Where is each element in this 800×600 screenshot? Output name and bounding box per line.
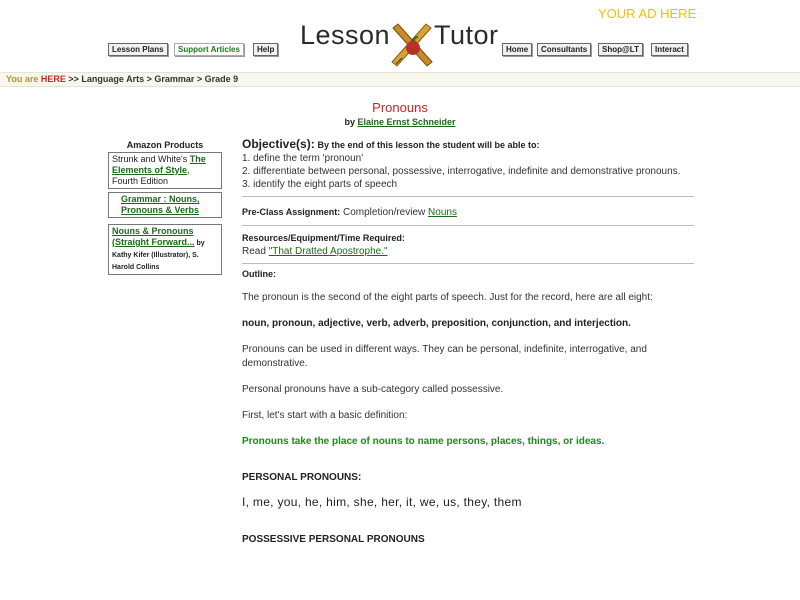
outline-paragraph: The pronoun is the second of the eight parts of speech. Just for the record, here are all eight: [242,292,653,303]
breadcrumb-here: HERE [40,74,66,84]
divider [242,196,694,197]
breadcrumb-you-are: You are [6,74,39,84]
objective-item: 1. define the term 'pronoun' [242,153,364,164]
divider [242,225,694,226]
pronoun-definition: Pronouns take the place of nouns to name persons, places, things, or ideas. [242,436,605,447]
byline-by: by [344,117,355,127]
objective-item: 3. identify the eight parts of speech [242,179,398,190]
product-1-link[interactable]: The Elements of Style [112,154,206,175]
nav-interact-button[interactable]: Interact [651,43,688,56]
preclass-label: Pre-Class Assignment: [242,207,341,217]
personal-pronouns-heading: PERSONAL PRONOUNS: [242,472,362,483]
nav-lesson-plans-button[interactable]: Lesson Plans [108,43,168,56]
amazon-product-2 [108,192,222,218]
preclass-text: Completion/review [342,207,426,218]
objectives-lead: By the end of this lesson the student will be able to: [317,140,540,150]
nouns-link[interactable]: Nouns [428,207,457,218]
author-link[interactable]: Elaine Ernst Schneider [357,117,456,127]
apostrophe-link[interactable]: "That Dratted Apostrophe." [268,246,388,257]
parts-of-speech: noun, pronoun, adjective, verb, adverb, preposition, conjunction, and interjection. [242,318,631,329]
objectives-heading: Objective(s): [242,137,315,151]
divider [242,263,694,264]
outline-label: Outline: [242,269,276,279]
pencil-ruler-apple-icon[interactable] [386,18,440,68]
ad-banner[interactable]: YOUR AD HERE [598,6,697,21]
amazon-product-1 [108,152,222,189]
resources-label: Resources/Equipment/Time Required: [242,233,405,243]
nav-home-button[interactable]: Home [502,43,532,56]
resources-read: Read [242,246,266,257]
nav-help-button[interactable]: Help [253,43,278,56]
logo-text-tutor[interactable]: Tutor [434,20,499,50]
nav-consultants-button[interactable]: Consultants [537,43,591,56]
product-3-link[interactable]: Nouns & Pronouns (Straight Forward... [112,226,195,247]
objective-item: 2. differentiate between personal, possessive, interrogative, indefinite and demonstrative pronouns. [242,166,681,177]
nav-support-articles-button[interactable]: Support Articles [174,43,244,56]
nav-shop-button[interactable]: Shop@LT [598,43,643,56]
page-title: Pronouns [372,100,428,115]
amazon-product-3 [108,224,222,275]
product-1-suffix: , Fourth Edition [112,165,190,186]
byline [0,117,800,127]
possessive-pronouns-heading: POSSESSIVE PERSONAL PRONOUNS [242,534,425,545]
product-1-prefix: Strunk and White's [112,154,188,164]
outline-paragraph: Personal pronouns have a sub-category called possessive. [242,384,504,395]
breadcrumb [6,74,238,84]
outline-paragraph: Pronouns can be used in different ways. They can be personal, indefinite, interrogative, and demonstrative. [242,344,647,369]
logo-text-lesson[interactable]: Lesson [300,20,391,50]
product-2-link[interactable]: Grammar : Nouns, Pronouns & Verbs [121,194,200,215]
product-3-by: by [194,240,205,247]
sidebar-heading: Amazon Products [126,140,204,150]
breadcrumb-path[interactable]: >> Language Arts > Grammar > Grade 9 [68,74,239,84]
product-3-authors: Kathy Kifer (Illustrator), S. Harold Collins [112,252,199,271]
lesson-content [242,138,694,547]
personal-pronouns-list: I, me, you, he, him, she, her, it, we, us, they, them [242,495,522,509]
outline-paragraph: First, let's start with a basic definition: [242,410,408,421]
